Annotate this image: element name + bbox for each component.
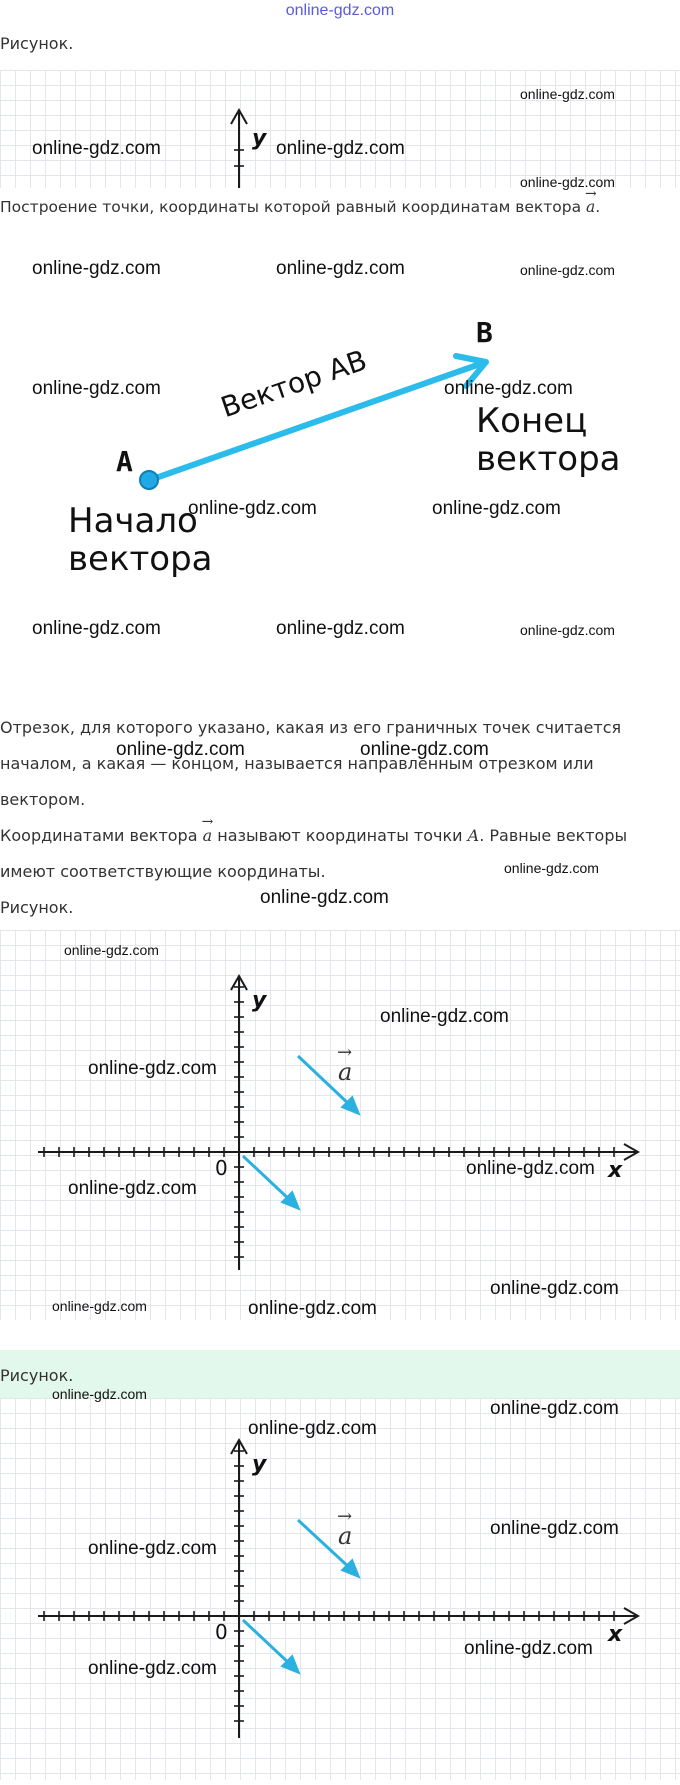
vector-a-symbol: → a xyxy=(585,186,597,216)
coordinate-plane-1 xyxy=(0,930,680,1320)
coordinate-plane-2-svg xyxy=(0,1398,680,1780)
paragraph-line-4: Координатами вектора → a называют координаты точки A. Равные векторы xyxy=(0,814,628,845)
end-label-line2: вектора xyxy=(476,439,621,479)
watermark: online-gdz.com xyxy=(248,1298,377,1319)
watermark: online-gdz.com xyxy=(276,618,405,639)
watermark: online-gdz.com xyxy=(520,174,615,190)
x-axis-label: x xyxy=(608,1622,623,1647)
paragraph-line-2: началом, а какая — концом, называется направленным отрезком или xyxy=(0,754,594,773)
watermark: online-gdz.com xyxy=(466,1158,595,1179)
watermark: online-gdz.com xyxy=(520,86,615,102)
watermark: online-gdz.com xyxy=(88,1538,217,1559)
watermark: online-gdz.com xyxy=(520,262,615,278)
paragraph-line-1: Отрезок, для которого указано, какая из его граничных точек считается xyxy=(0,718,622,737)
watermark: online-gdz.com xyxy=(490,1278,619,1299)
coordinate-plane-2 xyxy=(0,1398,680,1780)
watermark: online-gdz.com xyxy=(380,1006,509,1027)
y-axis-label: y xyxy=(252,1452,267,1477)
watermark: online-gdz.com xyxy=(276,258,405,279)
x-axis-label: x xyxy=(608,1158,623,1183)
paragraph-line-5: имеют соответствующие координаты. xyxy=(0,862,326,881)
origin-label: 0 xyxy=(215,1620,228,1644)
vector-a-label: → a xyxy=(337,1042,353,1086)
watermark: online-gdz.com xyxy=(248,1418,377,1439)
watermark: online-gdz.com xyxy=(32,138,161,159)
figure-2-caption: Рисунок. xyxy=(0,898,74,917)
vector-a-lower xyxy=(243,1620,292,1666)
watermark: online-gdz.com xyxy=(276,138,405,159)
watermark: online-gdz.com xyxy=(444,378,573,399)
point-b-label: B xyxy=(476,316,493,349)
watermark: online-gdz.com xyxy=(88,1658,217,1679)
point-a-symbol: A xyxy=(467,826,480,845)
watermark: online-gdz.com xyxy=(52,1386,147,1402)
start-label-line2: вектора xyxy=(68,539,213,579)
watermark: online-gdz.com xyxy=(260,887,389,908)
watermark: online-gdz.com xyxy=(360,739,489,760)
watermark: online-gdz.com xyxy=(52,1298,147,1314)
watermark: online-gdz.com xyxy=(504,860,599,876)
point-a-label: A xyxy=(116,445,133,478)
end-label-line1: Конец xyxy=(476,401,588,441)
watermark: online-gdz.com xyxy=(520,622,615,638)
watermark: online-gdz.com xyxy=(490,1518,619,1539)
end-label xyxy=(476,402,621,478)
figure-3-caption: Рисунок. xyxy=(0,1366,74,1385)
watermark: online-gdz.com xyxy=(116,739,245,760)
watermark: online-gdz.com xyxy=(188,498,317,519)
paragraph-line-3: вектором. xyxy=(0,790,86,809)
vector-ab-label: Вектор AB xyxy=(216,343,371,425)
start-label-line1: Начало xyxy=(68,501,198,541)
watermark: online-gdz.com xyxy=(68,1178,197,1199)
site-header[interactable]: online-gdz.com xyxy=(285,2,395,19)
coordinate-plane-1-svg xyxy=(0,930,680,1320)
watermark: online-gdz.com xyxy=(464,1638,593,1659)
watermark: online-gdz.com xyxy=(490,1398,619,1419)
origin-label: 0 xyxy=(215,1156,228,1180)
vector-a-lower xyxy=(243,1156,292,1202)
watermark: online-gdz.com xyxy=(432,498,561,519)
point-a-dot xyxy=(140,471,158,489)
construction-caption: Построение точки, координаты которой равный координатам вектора → a. xyxy=(0,186,601,216)
watermark: online-gdz.com xyxy=(88,1058,217,1079)
y-axis-label: y xyxy=(252,988,267,1013)
construction-text: Построение точки, координаты которой равный координатам вектора xyxy=(0,198,582,216)
watermark: online-gdz.com xyxy=(32,258,161,279)
vector-a-label: → a xyxy=(337,1506,353,1550)
figure-1-caption: Рисунок. xyxy=(0,34,74,53)
y-axis-label: y xyxy=(252,126,267,151)
watermark: online-gdz.com xyxy=(64,942,159,958)
watermark: online-gdz.com xyxy=(32,618,161,639)
vector-a-symbol: → a xyxy=(201,814,214,845)
watermark: online-gdz.com xyxy=(32,378,161,399)
